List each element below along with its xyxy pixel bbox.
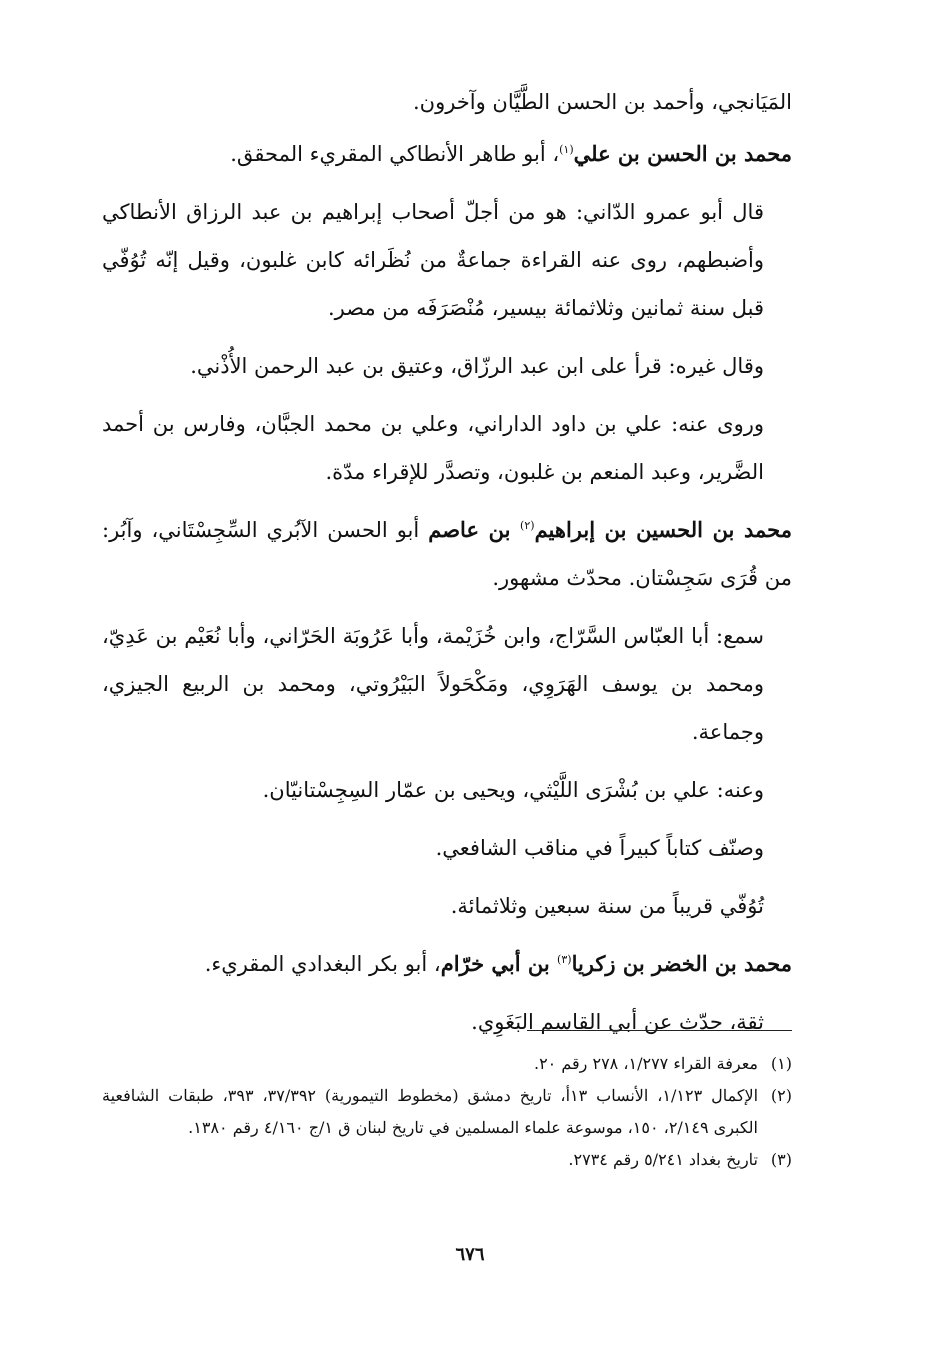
paragraph: وروى عنه: علي بن داود الداراني، وعلي بن محمد الجبَّان، وفارس بن أحمد الضَّرير، وعبد المنعم بن غلبون، وتصدَّر للإقراء مدّة. <box>102 412 764 484</box>
entry-name: محمد بن الحسين بن إبراهيم <box>534 517 792 542</box>
entry-heading: محمد بن الحسين بن إبراهيم$^{(٢)}$ بن عاصم أبو الحسن الآبُري السِّجِسْتَاني، وآبُر: من قُرَى سَجِسْتان. محدّث مشهور. <box>102 517 792 590</box>
footnote-ref: (٣) <box>557 953 572 966</box>
paragraph: وقال غيره: قرأ على ابن عبد الرزّاق، وعتيق بن عبد الرحمن الأُذْني. <box>190 354 764 378</box>
footnote-ref: (٢) <box>520 519 535 532</box>
entry-heading: محمد بن الخضر بن زكريا$^{(٣)}$ بن أبي خرّام، أبو بكر البغدادي المقريء. <box>204 951 792 976</box>
entry-name: محمد بن الحسن بن علي <box>573 141 792 166</box>
footnote <box>102 1048 792 1080</box>
paragraph: قال أبو عمرو الدّاني: هو من أجلّ أصحاب إبراهيم بن عبد الرزاق الأنطاكي وأضبطهم، روى عنه القراءة جماعةٌ من نُظَرائه كابن غلبون، وقيل إنّه تُوُفّي قبل سنة ثمانين وثلاثمائة بيسير، مُنْصَرَفَه من مصر. <box>102 200 764 320</box>
footnote-ref: (١) <box>559 143 574 156</box>
paragraph: وصنّف كتاباً كبيراً في مناقب الشافعي. <box>435 836 764 860</box>
paragraph: ثقة، حدّث عن أبي القاسم البَغَوِي. <box>471 1010 764 1034</box>
paragraph: وعنه: علي بن بُشْرَى اللَّيْثي، ويحيى بن عمّار السِجِسْتانيّان. <box>262 778 764 802</box>
footnote-number: (١) <box>770 1054 792 1073</box>
continuation-line: المَيَانجي، وأحمد بن الحسن الطَّيَّان وآخرون. <box>412 90 792 114</box>
footnote-divider <box>527 1030 792 1031</box>
entry-name: محمد بن الخضر بن زكريا <box>571 951 792 976</box>
main-text <box>102 78 792 1056</box>
footnote-number: (٢) <box>770 1086 792 1105</box>
entry-name-cont: بن أبي خرّام <box>440 951 558 976</box>
footnotes <box>102 1048 792 1176</box>
page-number: ٦٧٦ <box>455 1244 485 1265</box>
entry-name-cont: بن عاصم <box>428 517 521 542</box>
footnote <box>102 1144 792 1176</box>
footnote-text: تاريخ بغداد ٥/٢٤١ رقم ٢٧٣٤. <box>568 1150 758 1169</box>
entry-heading: محمد بن الحسن بن علي$^{(١)}$، أبو طاهر الأنطاكي المقريء المحقق. <box>230 141 792 166</box>
footnote-number: (٣) <box>770 1150 792 1169</box>
footnote-text: الإكمال ١/١٢٣، الأنساب ١٣أ، تاريخ دمشق (مخطوط التيمورية) ٣٧/٣٩٢، ٣٩٣، طبقات الشافعية الكبرى ٢/١٤٩، ١٥٠، موسوعة علماء المسلمين في تاريخ لبنان ق ١/ج ٤/١٦٠ رقم ١٣٨٠. <box>102 1086 759 1137</box>
paragraph: سمع: أبا العبّاس السَّرّاج، وابن خُزَيْمة، وأبا عَرُوبَة الحَرّاني، وأبا نُعَيْم بن عَدِيّ، ومحمد بن يوسف الهَرَوِي، ومَكْحَولاً البَيْرُوتي، ومحمد بن الربيع الجيزي، وجماعة. <box>102 624 764 744</box>
footnote-text: معرفة القراء ١/٢٧٧، ٢٧٨ رقم ٢٠. <box>533 1054 758 1073</box>
footnote <box>102 1080 792 1144</box>
paragraph: تُوُفّي قريباً من سنة سبعين وثلاثمائة. <box>450 894 764 918</box>
